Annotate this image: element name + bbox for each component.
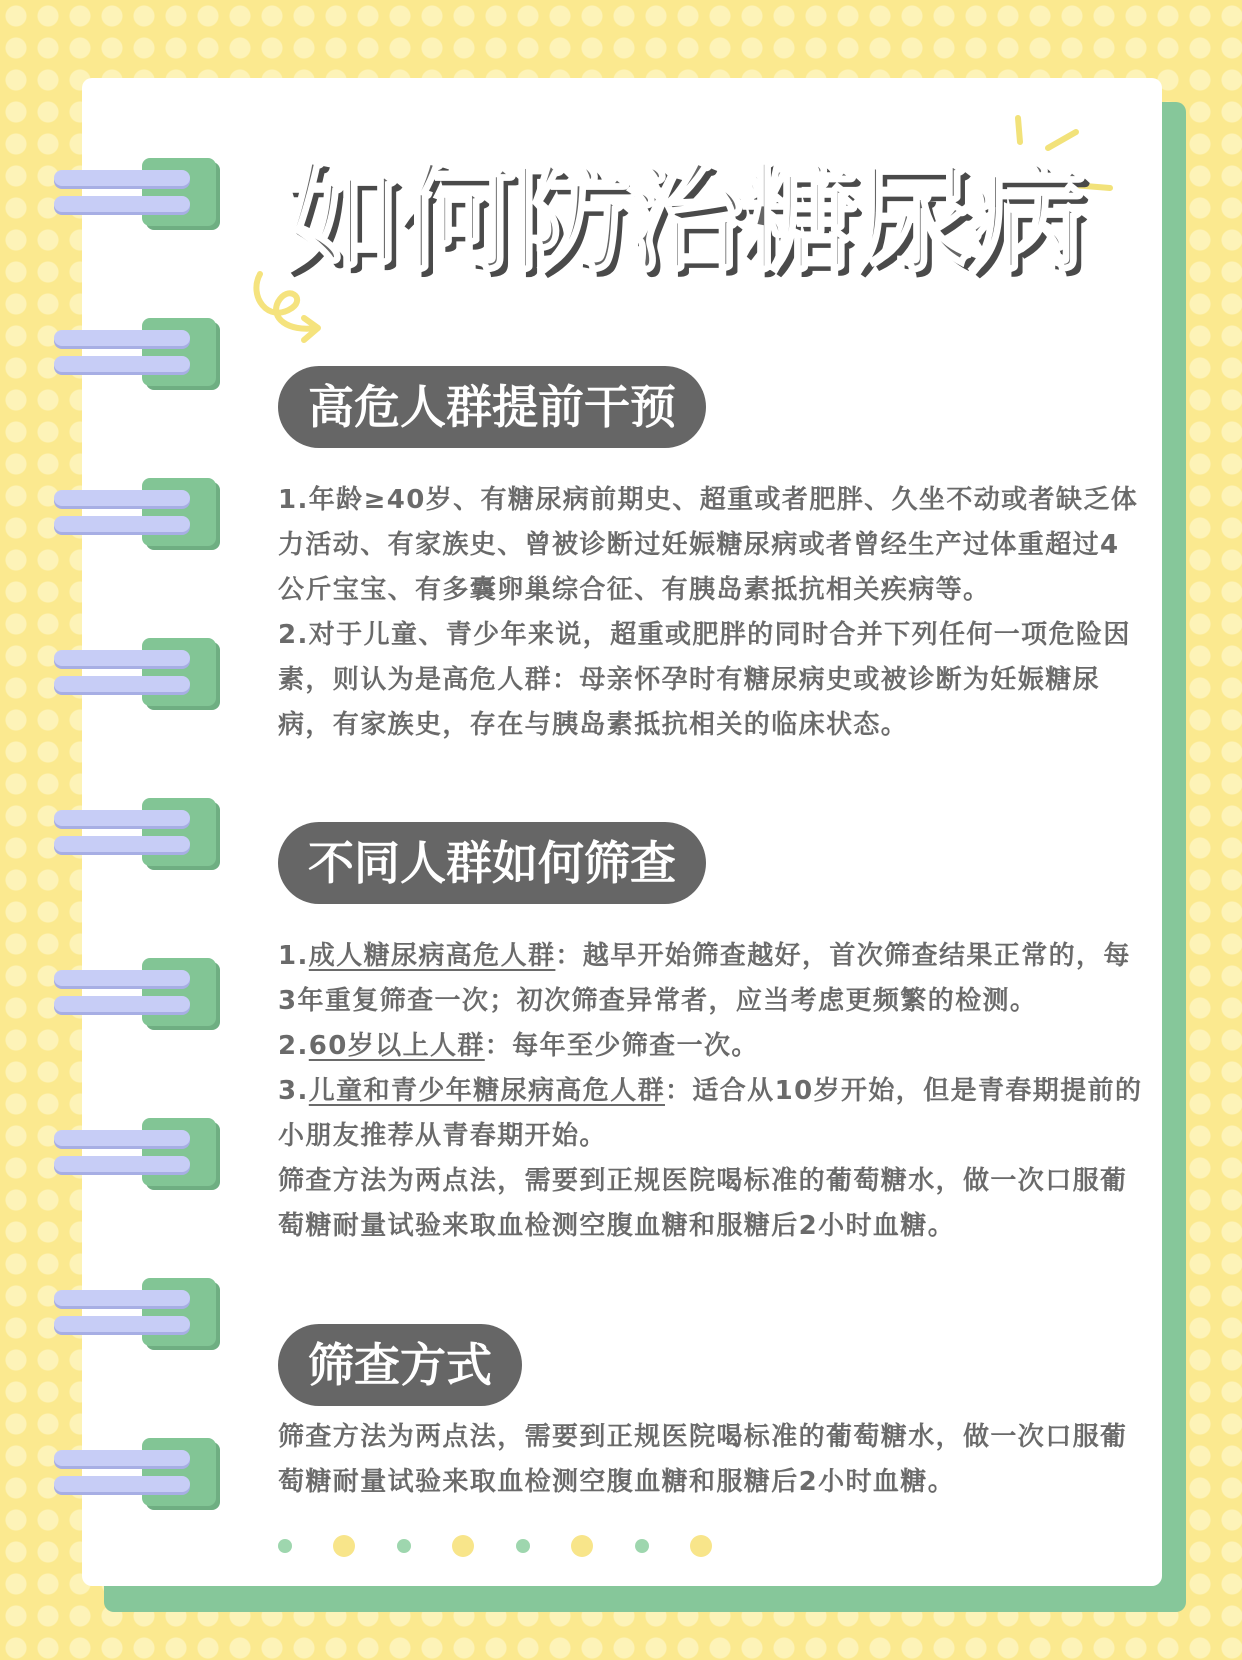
binding-ring [50, 956, 220, 1030]
binding-ring [50, 636, 220, 710]
screening-item-label: 儿童和青少年糖尿病高危人群 [308, 1076, 665, 1106]
high-risk-content [278, 478, 1144, 748]
method-content [278, 1415, 1144, 1505]
screening-item-3: 3.儿童和青少年糖尿病高危人群：适合从10岁开始，但是青春期提前的小朋友推荐从青春期开始。 [278, 1076, 1143, 1151]
binding-ring [50, 316, 220, 390]
screening-note: 筛查方法为两点法，需要到正规医院喝标准的葡萄糖水，做一次口服葡萄糖耐量试验来取血检测空腹血糖和服糖后2小时血糖。 [278, 1166, 1128, 1241]
screening-content [278, 934, 1144, 1249]
screening-item-label: 成人糖尿病高危人群 [308, 941, 556, 971]
screening-item-1: 1.成人糖尿病高危人群：越早开始筛查越好，首次筛查结果正常的，每3年重复筛查一次；初次筛查异常者，应当考虑更频繁的检测。 [278, 941, 1131, 1016]
binding-ring [50, 156, 220, 230]
section-heading-high-risk: 高危人群提前干预 [278, 366, 706, 448]
binding-ring [50, 1276, 220, 1350]
high-risk-paragraph-2: 2.对于儿童、青少年来说，超重或肥胖的同时合并下列任何一项危险因素，则认为是高危人群：母亲怀孕时有糖尿病史或被诊断为妊娠糖尿病，有家族史，存在与胰岛素抵抗相关的临床状态。 [278, 620, 1131, 740]
screening-item-label: 60岁以上人群 [308, 1031, 485, 1061]
section-heading-method: 筛查方式 [278, 1324, 522, 1406]
high-risk-paragraph-1: 1.年龄≥40岁、有糖尿病前期史、超重或者肥胖、久坐不动或者缺乏体力活动、有家族史、曾被诊断过妊娠糖尿病或者曾经生产过体重超过4公斤宝宝、有多囊卵巢综合征、有胰岛素抵抗相关疾病等。 [278, 485, 1139, 605]
screening-item-2: 2.60岁以上人群：每年至少筛查一次。 [278, 1031, 759, 1061]
method-paragraph: 筛查方法为两点法，需要到正规医院喝标准的葡萄糖水，做一次口服葡萄糖耐量试验来取血检测空腹血糖和服糖后2小时血糖。 [278, 1422, 1128, 1497]
binding-ring [50, 476, 220, 550]
page-title: 如何防治糖尿病 [284, 150, 1083, 288]
section-heading-screening: 不同人群如何筛查 [278, 822, 706, 904]
binding-ring [50, 1436, 220, 1510]
binding-ring [50, 796, 220, 870]
binding-ring [50, 1116, 220, 1190]
